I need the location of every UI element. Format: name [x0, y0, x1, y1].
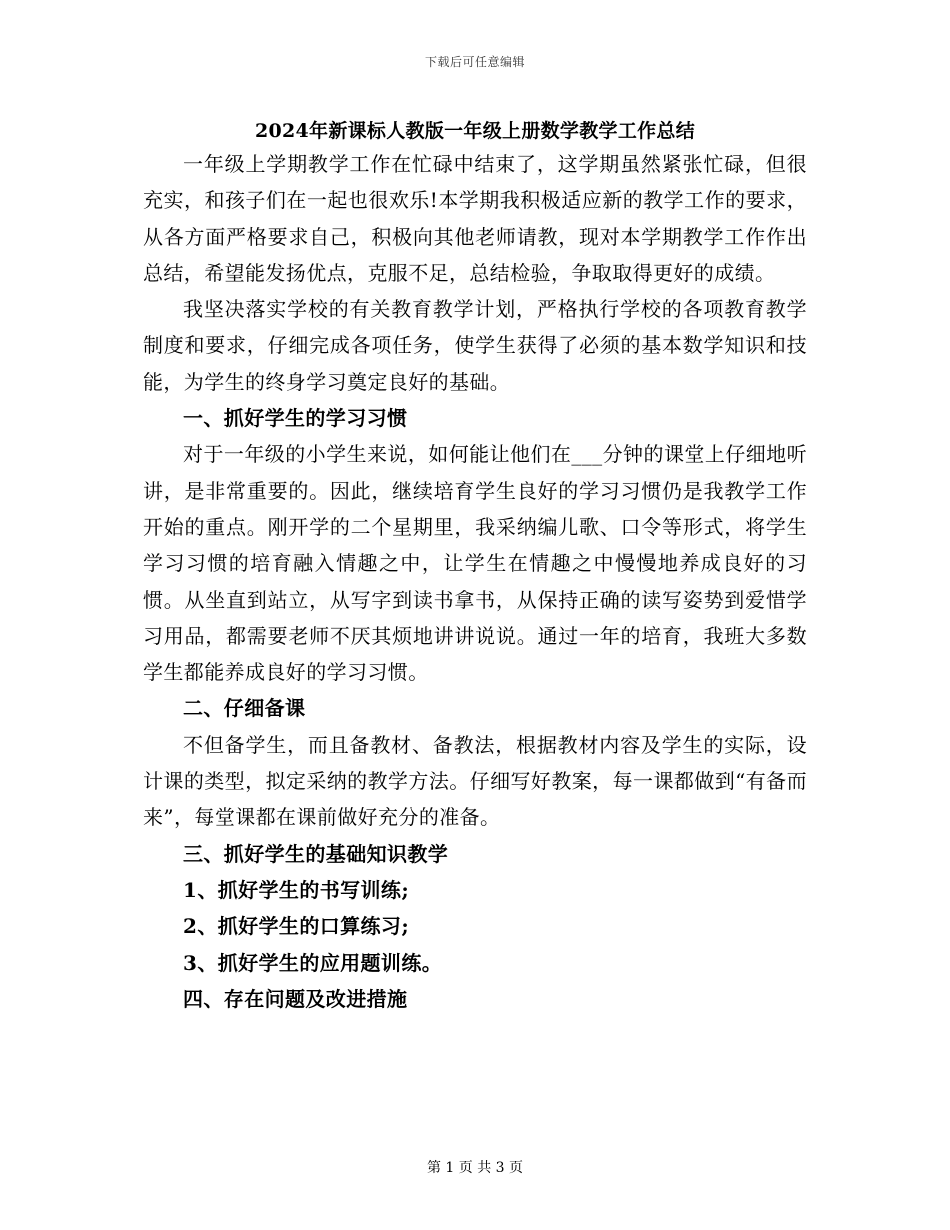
section-heading-habits: 一、抓好学生的学习习惯 [183, 406, 408, 431]
document-title: 2024年新课标人教版一年级上册数学教学工作总结 [254, 120, 696, 142]
intro-paragraph: 一年级上学期教学工作在忙碌中结束了，这学期虽然紧张忙碌，但很充实，和孩子们在一起也很欢乐!本学期我积极适应新的教学工作的要求，从各方面严格要求自己，积极向其他老师请教，现对本学期教学工作作出总结，希望能发扬优点，克服不足，总结检验，争取取得更好的成绩。 [143, 152, 807, 285]
document-body [143, 146, 807, 1017]
section-heading-basics: 三、抓好学生的基础知识教学 [183, 841, 449, 866]
list-item-mental-math: 2、抓好学生的口算练习; [183, 914, 410, 939]
header-note: 下载后可任意编辑 [424, 55, 525, 69]
section-heading-preparation: 二、仔细备课 [183, 696, 306, 721]
list-item-writing: 1、抓好学生的书写训练; [183, 877, 410, 902]
habits-paragraph: 对于一年级的小学生来说，如何能让他们在___分钟的课堂上仔细地听讲，是非常重要的。因此，继续培育学生良好的学习习惯仍是我教学工作开始的重点。刚开学的二个星期里，我采纳编儿歌、口令等形式，将学生学习习惯的培育融入情趣之中，让学生在情趣之中慢慢地养成良好的习惯。从坐直到站立，从写字到读书拿书，从保持正确的读写姿势到爱惜学习用品，都需要老师不厌其烦地讲讲说说。通过一年的培育，我班大多数学生都能养成良好的学习习惯。 [143, 442, 807, 685]
plan-paragraph: 我坚决落实学校的有关教育教学计划，严格执行学校的各项教育教学制度和要求，仔细完成各项任务，使学生获得了必须的基本数学知识和技能，为学生的终身学习奠定良好的基础。 [143, 297, 807, 394]
page-number: 第 1 页 共 3 页 [426, 1160, 524, 1176]
section-heading-problems: 四、存在问题及改进措施 [183, 986, 408, 1011]
preparation-paragraph: 不但备学生，而且备教材、备教法，根据教材内容及学生的实际，设计课的类型，拟定采纳的教学方法。仔细写好教案，每一课都做到“有备而来”，每堂课都在课前做好充分的准备。 [143, 732, 807, 830]
list-item-word-problems: 3、抓好学生的应用题训练。 [183, 950, 443, 975]
